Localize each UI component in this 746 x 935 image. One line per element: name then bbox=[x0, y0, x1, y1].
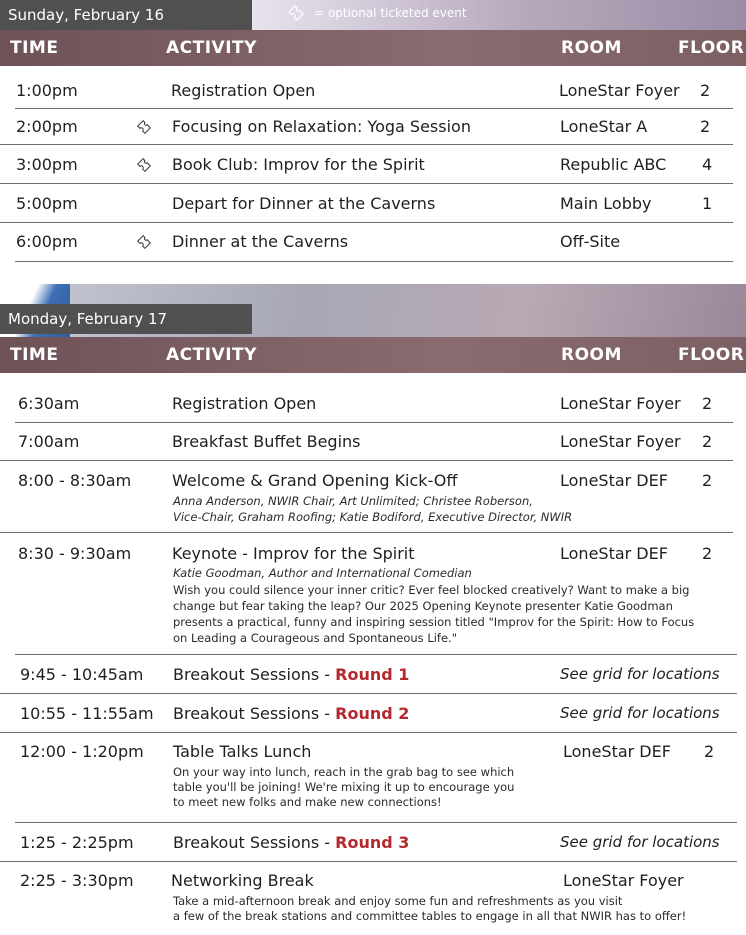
event-time: 1:00pm bbox=[16, 81, 78, 100]
event-time: 7:00am bbox=[18, 432, 80, 451]
event-description: presents a practical, funny and inspiring session titled "Improv for the Spirit: How to Focus bbox=[173, 615, 695, 629]
row-divider bbox=[15, 261, 733, 262]
event-description: table you'll be joining! We're mixing it up to encourage you bbox=[173, 780, 515, 794]
event-description: on Leading a Courageous and Spontaneous Life." bbox=[173, 631, 458, 645]
event-room: Main Lobby bbox=[560, 194, 652, 213]
event-floor: 4 bbox=[702, 155, 713, 174]
event-room: LoneStar Foyer bbox=[563, 871, 684, 890]
event-activity: Keynote - Improv for the Spirit bbox=[172, 544, 415, 563]
event-room: LoneStar DEF bbox=[560, 544, 668, 563]
row-divider bbox=[0, 144, 733, 145]
row-divider bbox=[15, 654, 737, 655]
event-time: 2:25 - 3:30pm bbox=[20, 871, 134, 890]
event-activity: Welcome & Grand Opening Kick-Off bbox=[172, 471, 458, 490]
event-time: 8:30 - 9:30am bbox=[18, 544, 132, 563]
event-room: LoneStar Foyer bbox=[560, 394, 681, 413]
row-divider bbox=[0, 861, 737, 862]
table-header bbox=[0, 30, 746, 66]
event-floor: 2 bbox=[700, 117, 711, 136]
round-label: Round 3 bbox=[335, 833, 410, 852]
event-description: to meet new folks and make new connections! bbox=[173, 795, 442, 809]
row-divider bbox=[15, 422, 733, 423]
event-activity: Depart for Dinner at the Caverns bbox=[172, 194, 436, 213]
event-activity: Registration Open bbox=[172, 394, 317, 413]
event-room: LoneStar DEF bbox=[563, 742, 671, 761]
event-activity: Breakfast Buffet Begins bbox=[172, 432, 361, 451]
event-room: LoneStar Foyer bbox=[559, 81, 680, 100]
header-floor: FLOOR bbox=[678, 345, 745, 365]
event-speaker: Katie Goodman, Author and International Comedian bbox=[173, 566, 472, 580]
row-divider bbox=[0, 732, 737, 733]
event-time: 6:00pm bbox=[16, 232, 78, 251]
row-divider bbox=[0, 460, 733, 461]
activity-label: Breakout Sessions - bbox=[173, 704, 336, 723]
ticket-icon bbox=[135, 118, 153, 136]
event-speakers: Vice-Chair, Graham Roofing; Katie Bodiford, Executive Director, NWIR bbox=[173, 510, 573, 524]
activity-label: Breakout Sessions - bbox=[173, 665, 336, 684]
ticket-icon bbox=[135, 233, 153, 251]
event-time: 12:00 - 1:20pm bbox=[20, 742, 144, 761]
event-activity: Dinner at the Caverns bbox=[172, 232, 349, 251]
event-room: Off-Site bbox=[560, 232, 621, 251]
event-floor: 2 bbox=[702, 394, 713, 413]
event-time: 10:55 - 11:55am bbox=[20, 704, 154, 723]
activity-label: Breakout Sessions - bbox=[173, 833, 336, 852]
round-label: Round 1 bbox=[335, 665, 410, 684]
header-time: TIME bbox=[10, 345, 59, 365]
event-description: a few of the break stations and committee tables to engage in all that NWIR has to offer! bbox=[173, 909, 687, 923]
event-room: LoneStar A bbox=[560, 117, 648, 136]
row-divider bbox=[15, 822, 737, 823]
day-title: Sunday, February 16 bbox=[0, 0, 252, 30]
row-divider bbox=[0, 183, 733, 184]
event-floor: 2 bbox=[702, 544, 713, 563]
event-activity: Book Club: Improv for the Spirit bbox=[172, 155, 425, 174]
event-time: 6:30am bbox=[18, 394, 80, 413]
legend-text: = optional ticketed event bbox=[314, 6, 467, 20]
event-activity bbox=[173, 665, 409, 684]
row-divider bbox=[0, 693, 737, 694]
header-room: ROOM bbox=[561, 38, 622, 58]
legend bbox=[286, 3, 467, 23]
ticket-icon bbox=[135, 156, 153, 174]
event-room: See grid for locations bbox=[560, 704, 720, 722]
event-description: Wish you could silence your inner critic? Ever feel blocked creatively? Want to make a big bbox=[173, 583, 690, 597]
row-divider bbox=[0, 222, 733, 223]
event-time: 2:00pm bbox=[16, 117, 78, 136]
day-title: Monday, February 17 bbox=[0, 304, 252, 334]
event-activity: Networking Break bbox=[171, 871, 314, 890]
event-time: 8:00 - 8:30am bbox=[18, 471, 132, 490]
event-activity bbox=[173, 833, 409, 852]
event-room: See grid for locations bbox=[560, 665, 720, 683]
event-floor: 2 bbox=[700, 81, 711, 100]
row-divider bbox=[0, 532, 733, 533]
row-divider bbox=[15, 108, 733, 109]
event-activity: Registration Open bbox=[171, 81, 316, 100]
event-floor: 2 bbox=[704, 742, 715, 761]
event-speakers: Anna Anderson, NWIR Chair, Art Unlimited; Christee Roberson, bbox=[173, 494, 533, 508]
event-activity bbox=[173, 704, 409, 723]
event-time: 9:45 - 10:45am bbox=[20, 665, 144, 684]
round-label: Round 2 bbox=[335, 704, 410, 723]
header-activity: ACTIVITY bbox=[166, 345, 257, 365]
table-header bbox=[0, 337, 746, 373]
event-description: On your way into lunch, reach in the grab bag to see which bbox=[173, 765, 515, 779]
monday-banner bbox=[0, 284, 746, 340]
header-floor: FLOOR bbox=[678, 38, 745, 58]
event-description: change but fear taking the leap? Our 2025 Opening Keynote presenter Katie Goodman bbox=[173, 599, 673, 613]
event-room: LoneStar Foyer bbox=[560, 432, 681, 451]
event-time: 5:00pm bbox=[16, 194, 78, 213]
ticket-icon bbox=[286, 3, 306, 23]
event-time: 3:00pm bbox=[16, 155, 78, 174]
header-room: ROOM bbox=[561, 345, 622, 365]
event-floor: 1 bbox=[702, 194, 713, 213]
event-floor: 2 bbox=[702, 471, 713, 490]
event-activity: Focusing on Relaxation: Yoga Session bbox=[172, 117, 471, 136]
event-room: See grid for locations bbox=[560, 833, 720, 851]
event-room: Republic ABC bbox=[560, 155, 667, 174]
event-time: 1:25 - 2:25pm bbox=[20, 833, 134, 852]
event-room: LoneStar DEF bbox=[560, 471, 668, 490]
sunday-banner bbox=[0, 0, 746, 30]
event-floor: 2 bbox=[702, 432, 713, 451]
header-activity: ACTIVITY bbox=[166, 38, 257, 58]
event-activity: Table Talks Lunch bbox=[173, 742, 312, 761]
header-time: TIME bbox=[10, 38, 59, 58]
event-description: Take a mid-afternoon break and enjoy some fun and refreshments as you visit bbox=[173, 894, 623, 908]
